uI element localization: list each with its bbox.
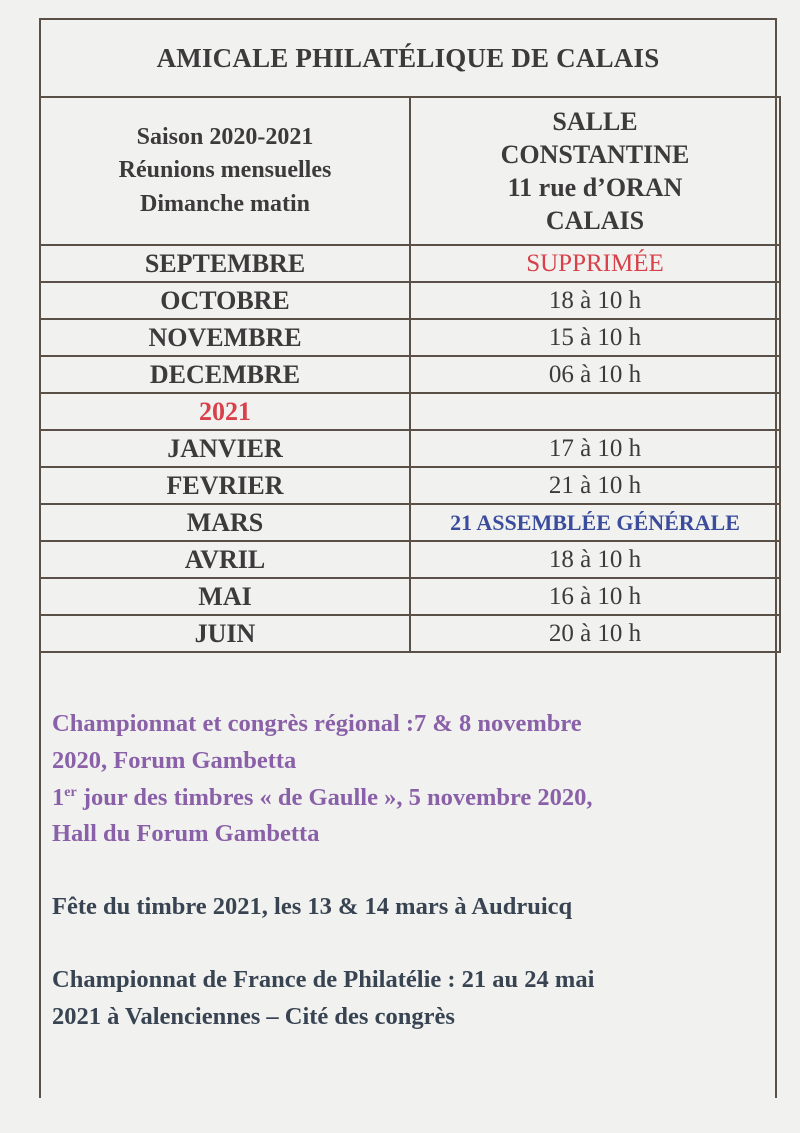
- schedule-row: [40, 541, 780, 578]
- venue-line-3: 11 rue d’ORAN: [507, 173, 683, 202]
- schedule-row: [40, 282, 780, 319]
- notes-section: [52, 706, 782, 1035]
- venue-line-4: CALAIS: [545, 206, 645, 236]
- venue-line-1: SALLE: [552, 106, 638, 136]
- day-label: Dimanche matin: [140, 190, 310, 217]
- schedule-header-row: [40, 97, 780, 245]
- venue-line-2: CONSTANTINE: [500, 139, 690, 169]
- schedule-row: [40, 319, 780, 356]
- date-cell: 17 à 10 h: [410, 430, 780, 467]
- note-first-day-text: jour des timbres « de Gaulle », 5 novembre 2020,: [76, 783, 593, 811]
- note-france-championship-venue: 2021 à Valenciennes – Cité des congrès: [52, 1002, 455, 1030]
- note-first-day-num: 1: [52, 783, 65, 811]
- document-title: AMICALE PHILATÉLIQUE DE CALAIS: [41, 20, 775, 98]
- month-cell: DECEMBRE: [40, 356, 410, 393]
- season-info-cell: [40, 97, 410, 245]
- schedule-row: [40, 467, 780, 504]
- date-cell: 20 à 10 h: [410, 615, 780, 652]
- date-cell: SUPPRIMÉE: [410, 245, 780, 282]
- month-cell: NOVEMBRE: [40, 319, 410, 356]
- note-first-day-venue: Hall du Forum Gambetta: [52, 820, 320, 848]
- month-cell: MAI: [40, 578, 410, 615]
- season-label: Saison 2020-2021: [136, 123, 314, 150]
- month-cell: OCTOBRE: [40, 282, 410, 319]
- schedule-row: [40, 430, 780, 467]
- schedule-row: [40, 393, 780, 430]
- schedule-table: [39, 96, 781, 653]
- note-france-championship: Championnat de France de Philatélie : 21 au 24 mai: [52, 965, 595, 993]
- schedule-row: [40, 356, 780, 393]
- month-cell: 2021: [40, 393, 410, 430]
- month-cell: JUIN: [40, 615, 410, 652]
- schedule-row: [40, 245, 780, 282]
- note-first-day: [52, 780, 782, 817]
- note-first-day-sup: er: [64, 784, 77, 800]
- date-cell: 21 ASSEMBLÉE GÉNÉRALE: [410, 504, 780, 541]
- month-cell: FEVRIER: [40, 467, 410, 504]
- schedule-row: [40, 504, 780, 541]
- note-regional: Championnat et congrès régional :7 & 8 novembre: [52, 710, 582, 737]
- schedule-row: [40, 578, 780, 615]
- venue-cell: [410, 97, 780, 245]
- date-cell: 06 à 10 h: [410, 356, 780, 393]
- schedule-row: [40, 615, 780, 652]
- date-cell: 18 à 10 h: [410, 282, 780, 319]
- note-regional-venue: 2020, Forum Gambetta: [52, 746, 297, 774]
- month-cell: AVRIL: [40, 541, 410, 578]
- note-stamp-festival: Fête du timbre 2021, les 13 & 14 mars à Audruicq: [52, 893, 573, 920]
- meetings-label: Réunions mensuelles: [118, 157, 332, 184]
- date-cell: [410, 393, 780, 430]
- date-cell: 18 à 10 h: [410, 541, 780, 578]
- month-cell: MARS: [40, 504, 410, 541]
- date-cell: 15 à 10 h: [410, 319, 780, 356]
- date-cell: 21 à 10 h: [410, 467, 780, 504]
- month-cell: JANVIER: [40, 430, 410, 467]
- date-cell: 16 à 10 h: [410, 578, 780, 615]
- month-cell: SEPTEMBRE: [40, 245, 410, 282]
